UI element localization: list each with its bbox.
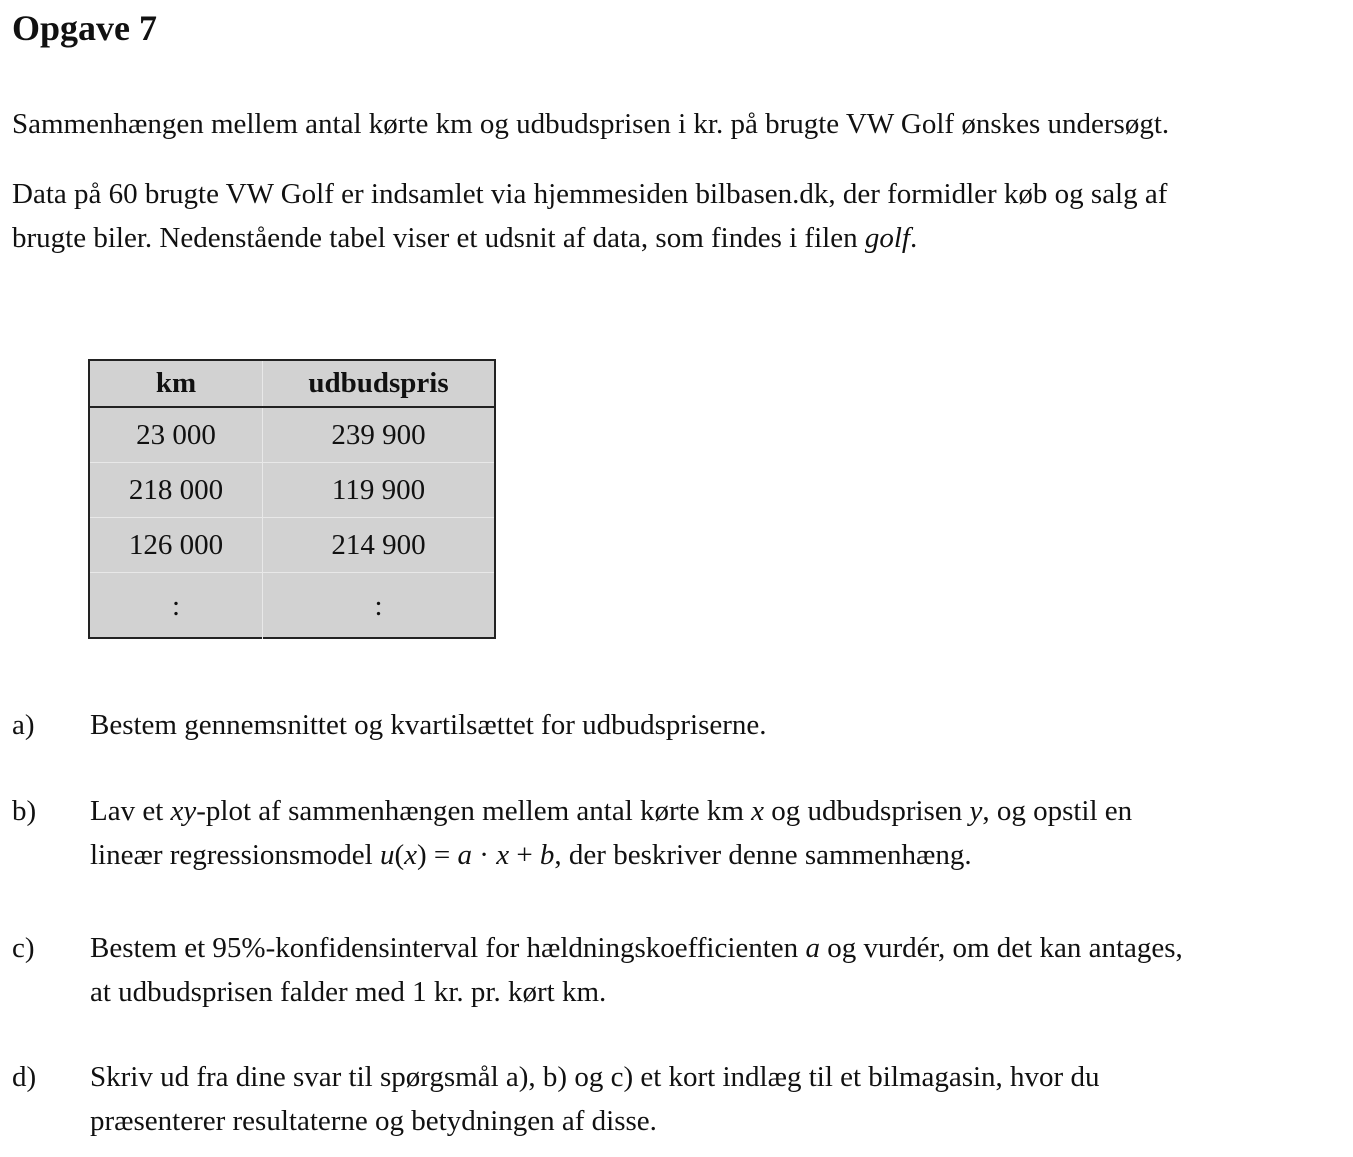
column-header-km: km [90, 361, 263, 407]
table-cell-udbudspris: 119 900 [263, 463, 495, 518]
question-line-1: Skriv ud fra dine svar til spørgsmål a), b) og c) et kort indlæg til et bilmagasin, hvor du [90, 1061, 1100, 1093]
question-line-2: at udbudsprisen falder med 1 kr. pr. kørt km. [90, 976, 607, 1008]
intro-paragraph-2-line-2 [12, 216, 917, 260]
intro-text: brugte biler. Nedenstående tabel viser et udsnit af data, som findes i filen [12, 222, 865, 254]
table-row [90, 518, 494, 573]
table-row-ellipsis [90, 573, 494, 640]
question-letter: a) [12, 709, 35, 741]
question-line-1: Lav et xy-plot af sammenhængen mellem antal kørte km x og udbudsprisen y, og opstil en [90, 795, 1133, 827]
intro-period: . [909, 222, 918, 254]
table-cell-km-ellipsis: : [90, 573, 263, 640]
question-line-2: lineær regressionsmodel u(x) = a · x + b, der beskriver denne sammenhæng. [90, 839, 972, 871]
table-cell-km: 218 000 [90, 463, 263, 518]
page-title: Opgave 7 [12, 8, 158, 48]
question-letter: b) [12, 795, 37, 827]
table-cell-udbudspris: 239 900 [263, 407, 495, 463]
table-cell-udbudspris-ellipsis: : [263, 573, 495, 640]
table-row [90, 407, 494, 463]
intro-paragraph-1: Sammenhængen mellem antal kørte km og udbudsprisen i kr. på brugte VW Golf ønskes undersøgt. [12, 108, 1170, 140]
table-header-row [90, 361, 494, 407]
table-cell-km: 126 000 [90, 518, 263, 573]
question-text [90, 926, 1183, 1014]
question-text [90, 789, 1132, 877]
table-cell-km: 23 000 [90, 407, 263, 463]
table-row [90, 463, 494, 518]
question-letter: c) [12, 932, 35, 964]
question-text [90, 1055, 1099, 1143]
question-text: Bestem gennemsnittet og kvartilsættet for udbudspriserne. [90, 709, 767, 741]
regression-formula: u(x) = a · x + b [379, 839, 555, 871]
data-table-container [88, 359, 496, 639]
file-name: golf [864, 222, 910, 254]
data-table [90, 361, 494, 639]
question-line-1: Bestem et 95%-konfidensinterval for hældningskoefficienten a og vurdér, om det kan antages, [90, 932, 1183, 964]
question-line-2: præsenterer resultaterne og betydningen af disse. [90, 1105, 657, 1137]
table-cell-udbudspris: 214 900 [263, 518, 495, 573]
intro-paragraph-2-line-1: Data på 60 brugte VW Golf er indsamlet via hjemmesiden bilbasen.dk, der formidler køb og salg af [12, 178, 1168, 210]
question-letter: d) [12, 1061, 37, 1093]
column-header-udbudspris: udbudspris [263, 361, 495, 407]
